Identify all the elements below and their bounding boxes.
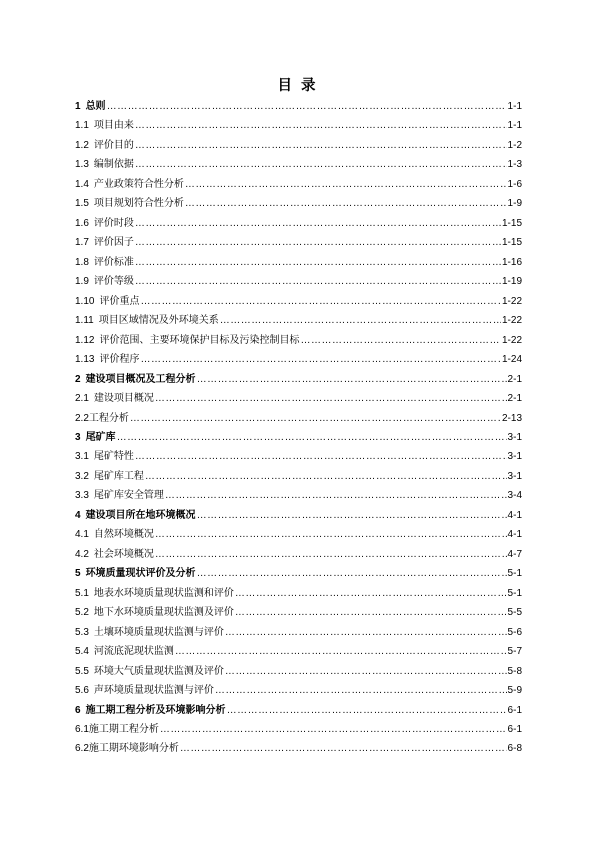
- toc-leader-dots: [135, 116, 507, 135]
- toc-entry-title: 社会环境概况: [93, 548, 154, 560]
- toc-entry-number: 1: [75, 101, 81, 112]
- toc-entry-title: 环境大气质量现状监测及评价: [93, 665, 224, 677]
- toc-entry[interactable]: [75, 389, 522, 408]
- toc-entry-page: 6-1: [507, 724, 522, 735]
- toc-leader-dots: [175, 642, 507, 661]
- toc-entry-title: 尾矿库安全管理: [93, 490, 164, 502]
- toc-leader-dots: [197, 370, 507, 389]
- toc-entry-page: 3-1: [507, 470, 522, 482]
- toc-entry-title: 产业政策符合性分析: [93, 178, 184, 190]
- toc-entry-page: 1-6: [507, 178, 522, 190]
- toc-entry-number: 4.2: [75, 548, 89, 560]
- toc-entry-title: 评价时段: [93, 217, 134, 229]
- toc-entry-number: 1.6: [75, 217, 89, 229]
- toc-title: 目 录: [277, 78, 318, 94]
- toc-entry-page: 2-13: [501, 412, 522, 424]
- toc-entry-number: 1.1: [75, 120, 89, 132]
- toc-entry-title: 项目由来: [93, 120, 134, 132]
- toc-entry-title: 地表水环境质量现状监测和评价: [93, 587, 234, 599]
- toc-entry-page: 5-6: [507, 626, 522, 638]
- toc-entry-number: 5.5: [75, 665, 89, 677]
- toc-entry-page: 2-1: [507, 373, 522, 385]
- toc-entry[interactable]: [75, 370, 522, 389]
- toc-entry-page: 1-16: [501, 256, 522, 268]
- toc-entry-title: 土壤环境质量现状监测与评价: [93, 626, 224, 638]
- toc-leader-dots: [140, 292, 501, 311]
- toc-leader-dots: [227, 701, 507, 720]
- toc-entry[interactable]: [75, 116, 522, 135]
- toc-entry-page: 1-2: [507, 139, 522, 151]
- toc-leader-dots: [225, 623, 507, 642]
- toc-entry[interactable]: [75, 701, 522, 720]
- toc-entry[interactable]: [75, 428, 522, 447]
- toc-entry-title: 自然环境概况: [93, 529, 154, 541]
- toc-entry[interactable]: [75, 350, 522, 369]
- toc-entry-number: 1.9: [75, 276, 89, 288]
- toc-entry[interactable]: [75, 603, 522, 622]
- toc-entry-page: 1-22: [501, 315, 522, 327]
- toc-entry-number: 4: [75, 509, 81, 521]
- toc-entry-page: 5-1: [507, 568, 522, 580]
- toc-entry-page: 3-1: [507, 431, 522, 443]
- toc-entry-number: 5.3: [75, 626, 89, 638]
- toc-entry[interactable]: [75, 720, 522, 739]
- toc-entry-title: 评价重点: [99, 295, 140, 307]
- toc-leader-dots: [155, 389, 507, 408]
- toc-entry-page: 5-7: [507, 646, 522, 658]
- toc-entry[interactable]: [75, 545, 522, 564]
- toc-entry-number: 2.1: [75, 393, 89, 405]
- toc-entry-number: 3: [75, 431, 81, 443]
- toc-entry-title: 项目规划符合性分析: [93, 198, 184, 210]
- toc-entry-number: 5: [75, 568, 81, 580]
- toc-entry[interactable]: [75, 331, 522, 350]
- toc-entry-number: 6.1: [75, 724, 89, 735]
- toc-entry[interactable]: [75, 447, 522, 466]
- toc-entry-page: 6-1: [507, 704, 522, 716]
- toc-entry-title: 尾矿库: [85, 431, 116, 443]
- toc-leader-dots: [197, 506, 507, 525]
- toc-entry[interactable]: [75, 214, 522, 233]
- toc-entry-number: 3.3: [75, 490, 89, 502]
- toc-list: [75, 97, 522, 759]
- toc-leader-dots: [215, 681, 507, 700]
- toc-entry-title: 建设项目概况及工程分析: [85, 373, 196, 385]
- toc-entry[interactable]: [75, 662, 522, 681]
- toc-leader-dots: [135, 272, 501, 291]
- toc-entry[interactable]: [75, 136, 522, 155]
- toc-entry[interactable]: [75, 272, 522, 291]
- toc-entry-title: 环境质量现状评价及分析: [85, 568, 196, 580]
- toc-entry-page: 1-22: [501, 334, 522, 346]
- toc-entry[interactable]: [75, 564, 522, 583]
- toc-leader-dots: [235, 603, 507, 622]
- toc-entry-page: 3-4: [507, 490, 522, 502]
- toc-entry-number: 2.2: [75, 412, 89, 424]
- toc-entry-title: 地下水环境质量现状监测及评价: [93, 607, 234, 619]
- toc-entry-title: 建设项目概况: [93, 393, 154, 405]
- toc-entry-number: 1.3: [75, 159, 89, 171]
- toc-entry-title: 评价目的: [93, 139, 134, 151]
- toc-entry-page: 5-8: [507, 665, 522, 677]
- toc-entry-number: 3.2: [75, 470, 89, 482]
- toc-entry-page: 1-15: [501, 237, 522, 249]
- toc-entry-title: 建设项目所在地环境概况: [85, 509, 196, 521]
- toc-entry-number: 5.6: [75, 685, 89, 697]
- toc-leader-dots: [235, 584, 507, 603]
- toc-entry[interactable]: [75, 642, 522, 661]
- toc-leader-dots: [300, 331, 501, 350]
- toc-leader-dots: [135, 214, 501, 233]
- toc-entry-number: 1.12: [75, 334, 95, 346]
- toc-entry-page: 1-19: [501, 276, 522, 288]
- toc-entry[interactable]: [75, 311, 522, 330]
- toc-entry-page: 4-7: [507, 548, 522, 560]
- toc-entry-title: 尾矿特性: [93, 451, 134, 463]
- toc-leader-dots: [180, 739, 507, 758]
- toc-entry-page: 5-1: [507, 587, 522, 599]
- toc-entry-number: 4.1: [75, 529, 89, 541]
- toc-leader-dots: [165, 486, 507, 505]
- toc-leader-dots: [155, 525, 507, 544]
- toc-entry[interactable]: [75, 739, 522, 758]
- toc-leader-dots: [107, 97, 507, 116]
- toc-entry-number: 5.1: [75, 587, 89, 599]
- toc-entry-title: 工程分析: [88, 412, 129, 424]
- toc-leader-dots: [145, 467, 507, 486]
- toc-entry-title: 施工期工程分析及环境影响分析: [85, 704, 226, 716]
- toc-entry-page: 6-8: [507, 743, 522, 755]
- toc-entry-number: 6.2: [75, 743, 89, 755]
- toc-entry-title: 评价等级: [93, 276, 134, 288]
- toc-entry-page: 1-24: [501, 354, 522, 366]
- toc-entry-title: 总则: [85, 101, 106, 112]
- toc-leader-dots: [117, 428, 507, 447]
- toc-entry-title: 河流底泥现状监测: [93, 646, 174, 658]
- toc-entry-page: 1-15: [501, 217, 522, 229]
- toc-entry-page: 1-1: [507, 101, 522, 112]
- toc-entry-title: 声环境质量现状监测与评价: [93, 685, 214, 697]
- toc-leader-dots: [140, 350, 501, 369]
- toc-entry[interactable]: [75, 681, 522, 700]
- toc-entry[interactable]: [75, 175, 522, 194]
- toc-entry-number: 1.10: [75, 295, 95, 307]
- toc-entry-page: 4-1: [507, 529, 522, 541]
- toc-entry[interactable]: [75, 253, 522, 272]
- toc-entry-number: 1.4: [75, 178, 89, 190]
- toc-entry-number: 1.11: [75, 315, 94, 327]
- toc-entry-page: 1-22: [501, 295, 522, 307]
- toc-entry-page: 1-3: [507, 159, 522, 171]
- toc-leader-dots: [185, 175, 507, 194]
- toc-entry[interactable]: [75, 623, 522, 642]
- toc-entry-title: 评价范围、主要环境保护目标及污染控制目标: [99, 334, 300, 346]
- toc-entry[interactable]: [75, 292, 522, 311]
- toc-leader-dots: [197, 564, 507, 583]
- toc-entry-title: 编制依据: [93, 159, 134, 171]
- toc-leader-dots: [185, 194, 507, 213]
- toc-entry-number: 2: [75, 373, 81, 385]
- toc-entry-page: 3-1: [507, 451, 522, 463]
- toc-entry-page: 1-1: [507, 120, 522, 132]
- toc-entry[interactable]: [75, 97, 522, 116]
- toc-entry-page: 5-5: [507, 607, 522, 619]
- toc-entry-title: 评价因子: [93, 237, 134, 249]
- toc-leader-dots: [135, 155, 507, 174]
- toc-entry-number: 1.8: [75, 256, 89, 268]
- toc-entry-number: 6: [75, 704, 81, 716]
- toc-entry-title: 尾矿库工程: [93, 470, 144, 482]
- toc-entry[interactable]: [75, 409, 522, 428]
- toc-entry-title: 评价标准: [93, 256, 134, 268]
- toc-leader-dots: [135, 136, 507, 155]
- toc-entry-number: 5.4: [75, 646, 89, 658]
- toc-entry-number: 5.2: [75, 607, 89, 619]
- toc-entry-title: 施工期环境影响分析: [88, 743, 179, 755]
- toc-entry-page: 2-1: [507, 393, 522, 405]
- toc-entry-page: 1-9: [507, 198, 522, 210]
- toc-entry-title: 施工期工程分析: [88, 724, 159, 735]
- toc-entry-number: 1.5: [75, 198, 89, 210]
- toc-leader-dots: [135, 253, 501, 272]
- toc-leader-dots: [160, 720, 507, 739]
- toc-entry-number: 1.13: [75, 354, 95, 366]
- toc-entry[interactable]: [75, 506, 522, 525]
- toc-entry-title: 评价程序: [99, 354, 140, 366]
- toc-entry-page: 5-9: [507, 685, 522, 697]
- toc-leader-dots: [135, 233, 501, 252]
- toc-entry[interactable]: [75, 467, 522, 486]
- toc-entry-number: 1.7: [75, 237, 89, 249]
- toc-entry-page: 4-1: [507, 509, 522, 521]
- toc-entry-number: 3.1: [75, 451, 89, 463]
- toc-entry[interactable]: [75, 194, 522, 213]
- toc-entry-number: 1.2: [75, 139, 89, 151]
- toc-entry[interactable]: [75, 155, 522, 174]
- toc-leader-dots: [220, 311, 501, 330]
- toc-entry-title: 项目区域情况及外环境关系: [98, 315, 219, 327]
- toc-entry[interactable]: [75, 233, 522, 252]
- toc-leader-dots: [155, 545, 507, 564]
- toc-leader-dots: [225, 662, 507, 681]
- toc-entry[interactable]: [75, 584, 522, 603]
- toc-entry[interactable]: [75, 525, 522, 544]
- toc-leader-dots: [135, 447, 507, 466]
- toc-leader-dots: [130, 409, 501, 428]
- toc-entry[interactable]: [75, 486, 522, 505]
